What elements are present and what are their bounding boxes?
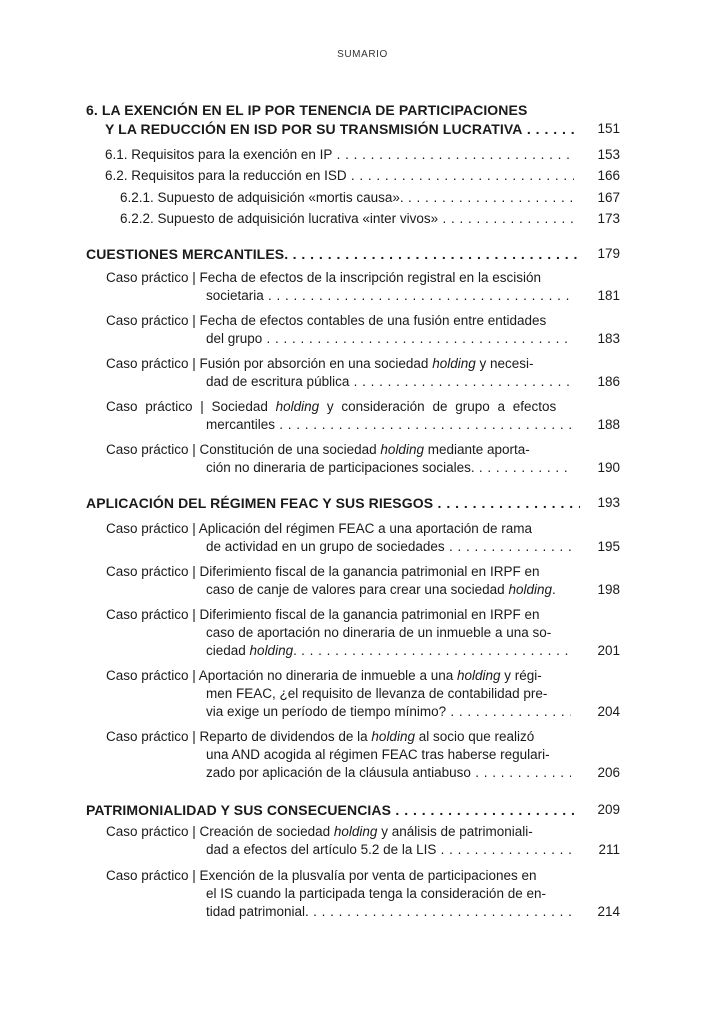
toc-entry-title-line: una AND acogida al régimen FEAC tras haberse regulari-: [206, 747, 550, 762]
toc-text: caso de canje de valores para crear una sociedad holding.: [206, 582, 556, 597]
toc-entry-title-line: [106, 666, 542, 686]
toc-entry-title-line: mercantiles . . .: [206, 415, 571, 435]
toc-entry-title-line: PATRIMONIALIDAD Y SUS CONSECUENCIAS . . .: [86, 800, 581, 820]
toc-page-number: 211: [580, 840, 620, 860]
toc-text: Caso práctico | Fusión por absorción en una sociedad holding y necesi-: [106, 356, 534, 371]
toc-page-number: 153: [580, 145, 620, 165]
toc-page-number: 186: [580, 372, 620, 392]
toc-entry-title-line: de actividad en un grupo de sociedades . . .: [206, 537, 571, 557]
toc-entry-title-line: dad de escritura pública . . .: [206, 372, 571, 392]
toc-page-number: 183: [580, 329, 620, 349]
toc-entry-title-line: Caso práctico | Aplicación del régimen FEAC a una aportación de rama: [106, 521, 532, 536]
toc-entry-title-line: [106, 822, 533, 842]
toc-text: ciedad holding.: [206, 643, 297, 658]
toc-entry-title-line: Caso práctico | Exención de la plusvalía por venta de participaciones en: [106, 868, 537, 883]
toc-text: Caso práctico | Creación de sociedad holding y análisis de patrimoniali-: [106, 824, 533, 839]
toc-text: Caso práctico | Constitución de una sociedad holding mediante aporta-: [106, 442, 530, 457]
toc-entry-title-line: caso de aportación no dineraria de un inmueble a una so-: [206, 625, 552, 640]
toc-entry-title-line: [106, 727, 534, 747]
toc-entry-title-line: dad a efectos del artículo 5.2 de la LIS . . .: [206, 840, 571, 860]
toc-entry-title-line: ción no dineraria de participaciones sociales. . . .: [206, 458, 571, 478]
toc-page-number: 151: [580, 119, 620, 139]
toc-page-number: 179: [580, 244, 620, 264]
toc-entry-title-line: el IS cuando la participada tenga la consideración de en-: [206, 886, 546, 901]
toc-page-number: 188: [580, 415, 620, 435]
toc-page-number: 204: [580, 702, 620, 722]
running-header: SUMARIO: [337, 49, 388, 60]
toc-entry-title-line: 6.2. Requisitos para la reducción en ISD . . .: [105, 166, 574, 186]
toc-page-number: 166: [580, 166, 620, 186]
toc-page-number: 181: [580, 286, 620, 306]
toc-entry-title-line: Caso práctico | Fecha de efectos de la inscripción registral en la escisión: [106, 270, 541, 285]
toc-entry-title-line: 6.1. Requisitos para la exención en IP . . .: [105, 145, 574, 165]
toc-entry-title-line: zado por aplicación de la cláusula antiabuso . . .: [206, 763, 571, 783]
toc-page-number: 206: [580, 763, 620, 783]
toc-page-number: 193: [580, 493, 620, 513]
toc-entry-title-line: del grupo . . .: [206, 329, 571, 349]
toc-text: Caso práctico | Reparto de dividendos de la holding al socio que realizó: [106, 729, 535, 744]
toc-entry-title-line: 6.2.1. Supuesto de adquisición «mortis causa». . . .: [120, 188, 576, 208]
toc-page-number: 195: [580, 537, 620, 557]
toc-entry-title-line: Caso práctico | Fecha de efectos contables de una fusión entre entidades: [106, 313, 547, 328]
toc-entry-title-line: men FEAC, ¿el requisito de llevanza de contabilidad pre-: [206, 686, 548, 701]
toc-page-number: 173: [580, 209, 620, 229]
toc-entry-title-line: [106, 354, 534, 374]
toc-entry-title-line: 6.2.2. Supuesto de adquisición lucrativa «inter vivos» . . .: [120, 209, 576, 229]
toc-entry-title-line: societaria . . .: [206, 286, 571, 306]
toc-entry-title-line: [206, 580, 556, 600]
toc-entry-title-line: Caso práctico | Diferimiento fiscal de la ganancia patrimonial en IRPF en: [106, 564, 540, 579]
toc-text: Caso práctico | Aportación no dineraria de inmueble a una holding y régi-: [106, 668, 542, 683]
toc-entry-title-line: APLICACIÓN DEL RÉGIMEN FEAC Y SUS RIESGOS . . .: [86, 493, 581, 513]
toc-page-number: 198: [580, 580, 620, 600]
toc-entry-title-line: [106, 440, 530, 460]
toc-entry-title-line: [106, 397, 556, 417]
toc-entry-title-line: via exige un período de tiempo mínimo? . . .: [206, 702, 571, 722]
toc-page-number: 209: [580, 800, 620, 820]
toc-page-number: 190: [580, 458, 620, 478]
toc-page-number: 201: [580, 641, 620, 661]
toc-text: Caso práctico | Sociedad holding y consideración de grupo a efectos: [106, 399, 557, 414]
toc-entry-title-line: tidad patrimonial. . . .: [206, 902, 571, 922]
toc-entry-title-line: [206, 641, 571, 661]
toc-entry-title-line: 6. LA EXENCIÓN EN EL IP POR TENENCIA DE PARTICIPACIONES: [86, 102, 528, 118]
toc-entry-title-line: Caso práctico | Diferimiento fiscal de la ganancia patrimonial en IRPF en: [106, 607, 540, 622]
toc-entry-title-line: CUESTIONES MERCANTILES. . . .: [86, 244, 581, 264]
toc-page-number: 214: [580, 902, 620, 922]
toc-page-number: 167: [580, 188, 620, 208]
toc-entry-title-line: Y LA REDUCCIÓN EN ISD POR SU TRANSMISIÓN LUCRATIVA . . .: [105, 119, 574, 139]
